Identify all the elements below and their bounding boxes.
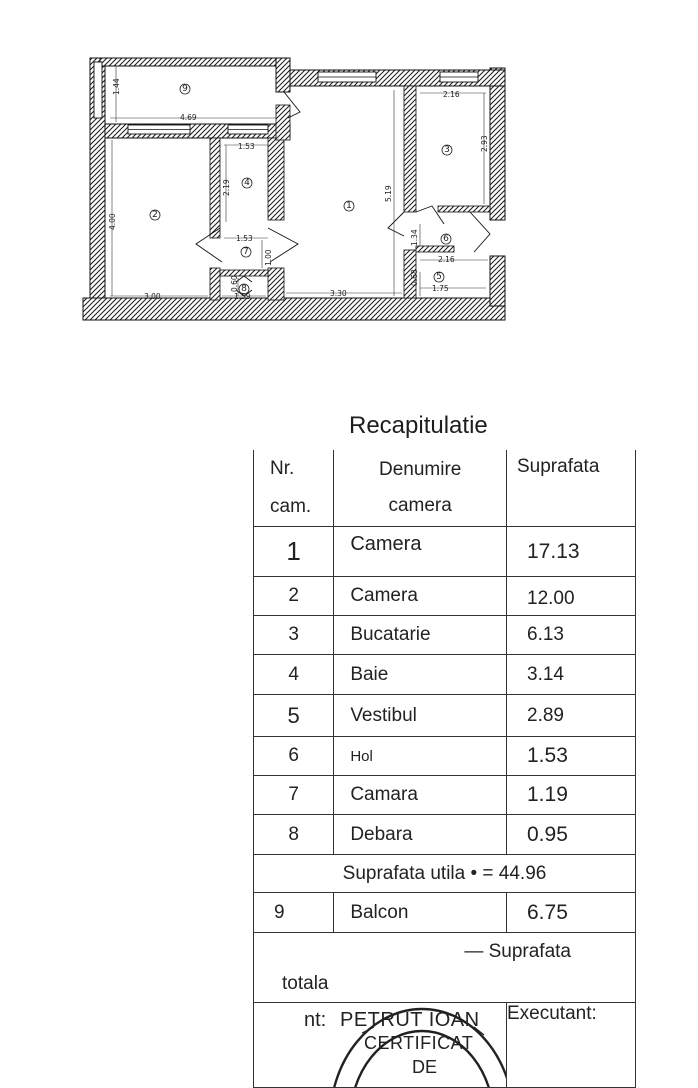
total-area-row xyxy=(254,933,636,1003)
row-name: Balcon xyxy=(334,893,507,933)
dim-label: 0.60 xyxy=(230,275,239,292)
header-nr xyxy=(254,450,334,527)
dimension-lines xyxy=(110,66,488,296)
dim-label: 1.75 xyxy=(432,284,449,293)
dim-label: 0.68 xyxy=(410,269,419,286)
dim-label: 2.16 xyxy=(438,255,455,264)
row-name: Hol xyxy=(334,737,507,776)
row-nr: 2 xyxy=(254,577,334,616)
recap-table xyxy=(253,450,636,1088)
row-area: 2.89 xyxy=(507,695,636,737)
header-nr-line1: Nr. xyxy=(270,458,295,479)
dim-label: 5.19 xyxy=(384,185,393,202)
stamp-line1: CERTIFICAT xyxy=(364,1033,474,1053)
dim-label: 1.00 xyxy=(264,249,273,266)
dim-label: 1.44 xyxy=(112,78,121,95)
dim-label: 1.53 xyxy=(238,142,255,151)
stamp-cell xyxy=(254,1003,507,1088)
row-name: Vestibul xyxy=(334,695,507,737)
room-number-6: 6 xyxy=(443,234,449,244)
table-row xyxy=(254,655,636,695)
dim-label: 2.93 xyxy=(480,135,489,152)
header-name xyxy=(334,450,507,527)
dim-label: 3.00 xyxy=(144,292,161,301)
dim-label: 1.53 xyxy=(236,234,253,243)
row-area: 0.95 xyxy=(507,815,636,855)
room-number-4: 4 xyxy=(244,178,250,188)
signature-row xyxy=(254,1003,636,1088)
dim-label: 4.69 xyxy=(180,113,197,122)
table-row xyxy=(254,695,636,737)
room-number-3: 3 xyxy=(444,145,450,155)
recap-title: Recapitulatie xyxy=(349,412,488,439)
row-nr: 9 xyxy=(254,893,334,933)
balcony-row xyxy=(254,893,636,933)
doors xyxy=(196,92,490,296)
executant: Executant: xyxy=(507,1003,636,1088)
row-name: Camera xyxy=(334,527,507,577)
row-name: Baie xyxy=(334,655,507,695)
total-area xyxy=(254,933,636,1003)
row-area: 17.13 xyxy=(507,527,636,577)
table-row xyxy=(254,815,636,855)
header-area: Suprafata xyxy=(507,450,636,527)
floor-plan xyxy=(0,0,698,340)
table-header-row xyxy=(254,450,636,527)
stamp-wrap xyxy=(254,1003,506,1087)
row-nr: 8 xyxy=(254,815,334,855)
dimension-labels xyxy=(108,78,489,301)
room-number-9: 9 xyxy=(182,84,188,94)
dim-label: 1.34 xyxy=(410,229,419,246)
stamp-prefix: nt: xyxy=(304,1009,327,1031)
room-number-7: 7 xyxy=(243,247,249,257)
room-number-2: 2 xyxy=(152,210,158,220)
row-area: 6.75 xyxy=(507,893,636,933)
table-row xyxy=(254,737,636,776)
row-nr: 4 xyxy=(254,655,334,695)
row-area: 1.19 xyxy=(507,776,636,815)
room-number-1: 1 xyxy=(346,201,352,211)
useful-area: Suprafata utila • = 44.96 xyxy=(254,855,636,893)
table-row xyxy=(254,577,636,616)
row-name: Camara xyxy=(334,776,507,815)
total-area-line2: totala xyxy=(282,972,329,994)
row-name: Debara xyxy=(334,815,507,855)
row-name: Bucatarie xyxy=(334,616,507,655)
table-row xyxy=(254,527,636,577)
useful-area-row xyxy=(254,855,636,893)
row-nr: 5 xyxy=(254,695,334,737)
room-number-5: 5 xyxy=(436,272,442,282)
table-row xyxy=(254,776,636,815)
row-area: 1.53 xyxy=(507,737,636,776)
header-name-line1: Denumire xyxy=(378,459,462,480)
row-nr: 7 xyxy=(254,776,334,815)
dim-label: 2.16 xyxy=(443,90,460,99)
row-nr: 6 xyxy=(254,737,334,776)
dim-label: 4.00 xyxy=(108,213,117,230)
room-number-8: 8 xyxy=(241,284,247,294)
dim-label: 3.30 xyxy=(330,289,347,298)
table-row xyxy=(254,616,636,655)
row-name: Camera xyxy=(334,577,507,616)
dim-label: 2.19 xyxy=(222,179,231,196)
row-nr: 3 xyxy=(254,616,334,655)
dim-label: 1.59 xyxy=(234,292,251,301)
stamp-name: PETRUT IOAN xyxy=(340,1009,480,1031)
header-name-line2: camera xyxy=(388,495,452,516)
row-nr: 1 xyxy=(254,527,334,577)
row-area: 12.00 xyxy=(507,577,636,616)
row-area: 6.13 xyxy=(507,616,636,655)
stamp-line2: DE xyxy=(412,1057,438,1077)
total-area-line1: — Suprafata xyxy=(464,940,571,962)
header-nr-line2: cam. xyxy=(270,496,312,517)
row-area: 3.14 xyxy=(507,655,636,695)
